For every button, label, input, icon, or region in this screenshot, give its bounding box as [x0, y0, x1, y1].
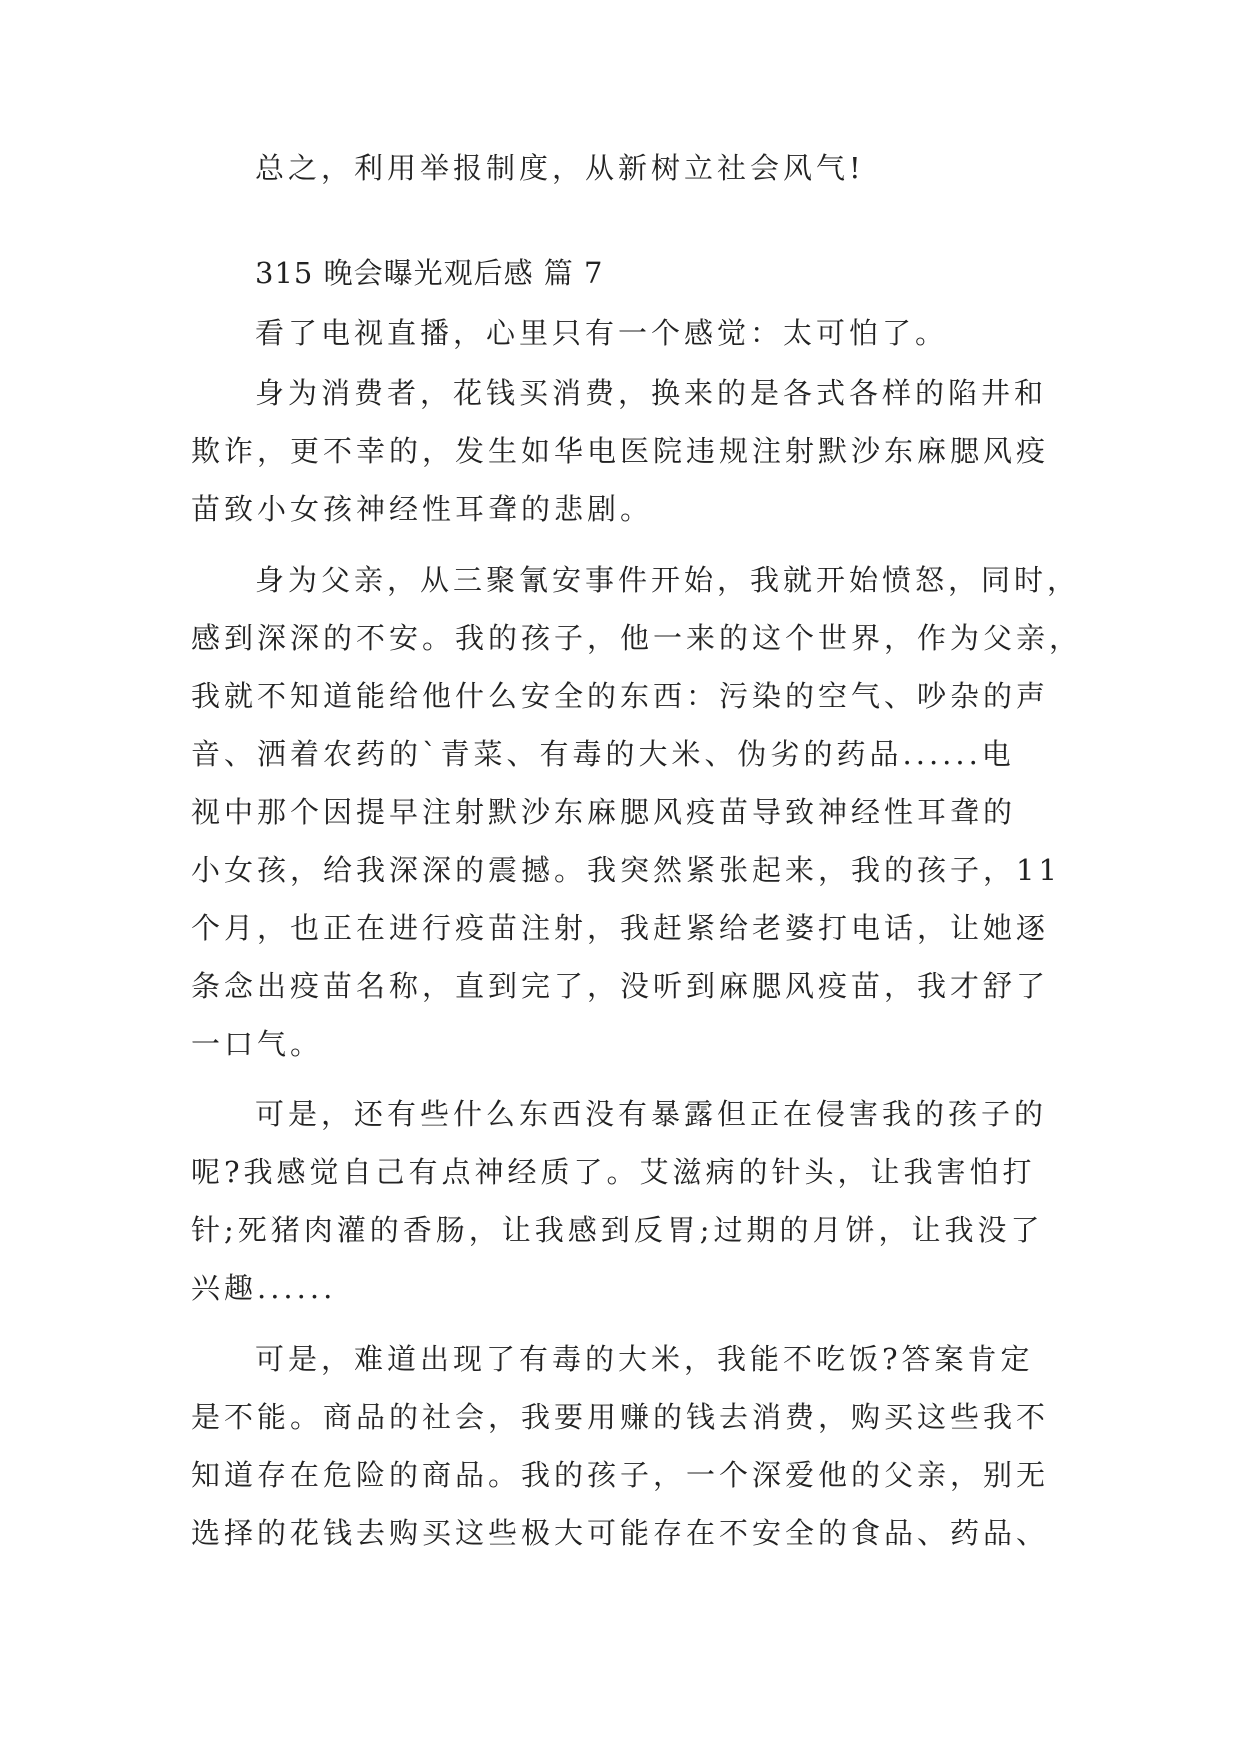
paragraph-5-line-1: 可是，难道出现了有毒的大米，我能不吃饭?答案肯定 [255, 1342, 1034, 1376]
paragraph-5-line-3: 知道存在危险的商品。我的孩子，一个深爱他的父亲，别无 [191, 1458, 1050, 1492]
section-heading: 315 晚会曝光观后感 篇 7 [255, 256, 604, 290]
paragraph-1-line-1: 看了电视直播，心里只有一个感觉：太可怕了。 [255, 316, 949, 350]
paragraph-3-line-3: 我就不知道能给他什么安全的东西：污染的空气、吵杂的声 [191, 679, 1050, 713]
paragraph-2-line-3: 苗致小女孩神经性耳聋的悲剧。 [191, 492, 654, 526]
paragraph-5-line-4: 选择的花钱去购买这些极大可能存在不安全的食品、药品、 [191, 1516, 1050, 1550]
paragraph-3-line-7: 个月，也正在进行疫苗注射，我赶紧给老婆打电话，让她逐 [191, 911, 1050, 945]
closing-line: 总之，利用举报制度，从新树立社会风气! [255, 151, 865, 185]
paragraph-3-line-5: 视中那个因提早注射默沙东麻腮风疫苗导致神经性耳聋的 [191, 795, 1017, 829]
paragraph-3-line-2: 感到深深的不安。我的孩子，他一来的这个世界，作为父亲， [191, 621, 1083, 655]
paragraph-3-line-4: 音、洒着农药的`青菜、有毒的大米、伪劣的药品......电 [191, 737, 1015, 771]
paragraph-4-line-4: 兴趣...... [191, 1271, 337, 1305]
paragraph-5-line-2: 是不能。商品的社会，我要用赚的钱去消费，购买这些我不 [191, 1400, 1050, 1434]
paragraph-2-line-2: 欺诈，更不幸的，发生如华电医院违规注射默沙东麻腮风疫 [191, 434, 1050, 468]
paragraph-4-line-1: 可是，还有些什么东西没有暴露但正在侵害我的孩子的 [255, 1097, 1048, 1131]
paragraph-3-line-8: 条念出疫苗名称，直到完了，没听到麻腮风疫苗，我才舒了 [191, 969, 1050, 1003]
paragraph-2-line-1: 身为消费者，花钱买消费，换来的是各式各样的陷井和 [255, 376, 1048, 410]
paragraph-4-line-3: 针;死猪肉灌的香肠，让我感到反胃;过期的月饼，让我没了 [191, 1213, 1044, 1247]
paragraph-3-line-9: 一口气。 [191, 1027, 324, 1061]
paragraph-3-line-1: 身为父亲，从三聚氰安事件开始，我就开始愤怒，同时， [255, 563, 1081, 597]
paragraph-4-line-2: 呢?我感觉自己有点神经质了。艾滋病的针头，让我害怕打 [191, 1155, 1036, 1189]
paragraph-3-line-6: 小女孩，给我深深的震撼。我突然紧张起来，我的孩子，11 [191, 853, 1061, 887]
